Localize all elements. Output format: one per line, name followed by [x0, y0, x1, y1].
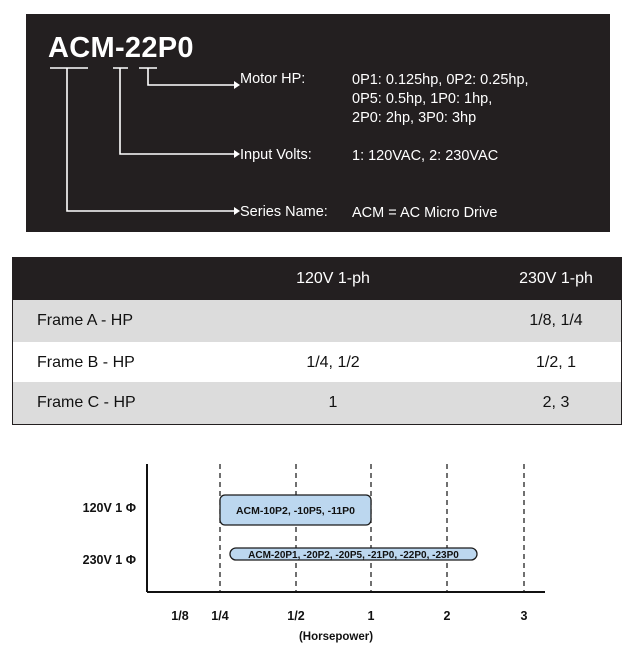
x-tick-label: 1 [367, 609, 375, 623]
motor-hp-value-line-3: 2P0: 2hp, 3P0: 3hp [352, 110, 477, 126]
table-cell-120v: 1 [328, 394, 338, 411]
table-cell-frame: Frame B - HP [37, 354, 135, 371]
table-cell-frame: Frame A - HP [37, 312, 134, 329]
input-volts-label: Input Volts: [240, 147, 312, 163]
part-number-key [26, 14, 610, 232]
series-name-value: ACM = AC Micro Drive [352, 205, 498, 221]
x-tick-label: 1/4 [211, 609, 229, 623]
x-axis-title: (Horsepower) [298, 631, 374, 643]
grid-lines [220, 464, 524, 592]
x-tick-label: 2 [443, 609, 451, 623]
hp-range-bar-label: ACM-20P1, -20P2, -20P5, -21P0, -22P0, -23P0 [248, 550, 459, 561]
x-tick-label: 1/8 [171, 609, 189, 623]
part-number-title: ACM-22P0 [48, 32, 194, 64]
frame-size-table [12, 257, 622, 425]
table-cell-230v: 1/2, 1 [535, 354, 577, 371]
table-row [13, 342, 621, 384]
x-tick-label: 3 [520, 609, 528, 623]
table-row [13, 300, 621, 342]
x-tick-label: 1/2 [287, 609, 305, 623]
table-cell-120v: 1/4, 1/2 [306, 354, 360, 371]
table-cell-230v: 2, 3 [542, 394, 570, 411]
table-row [13, 382, 621, 424]
row-label-230v: 230V 1 Φ [82, 553, 136, 567]
table-cell-frame: Frame C - HP [37, 394, 136, 411]
hp-range-bar-label: ACM-10P2, -10P5, -11P0 [235, 505, 356, 517]
table-cell-230v: 1/8, 1/4 [529, 312, 583, 329]
motor-hp-value-line-1: 0P1: 0.125hp, 0P2: 0.25hp, [352, 72, 529, 88]
table-header-120v: 120V 1-ph [296, 270, 370, 287]
input-volts-value: 1: 120VAC, 2: 230VAC [352, 148, 499, 164]
hp-range-chart [0, 440, 634, 656]
motor-hp-label: Motor HP: [240, 71, 306, 87]
series-name-label: Series Name: [240, 204, 328, 220]
table-header-row [13, 258, 621, 300]
tick-labels [171, 609, 527, 623]
hp-range-bars [220, 495, 477, 561]
motor-hp-value-line-2: 0P5: 0.5hp, 1P0: 1hp, [352, 91, 493, 107]
row-label-120v: 120V 1 Φ [82, 501, 136, 515]
table-cell-120v [233, 300, 433, 342]
table-header-230v: 230V 1-ph [519, 270, 593, 287]
